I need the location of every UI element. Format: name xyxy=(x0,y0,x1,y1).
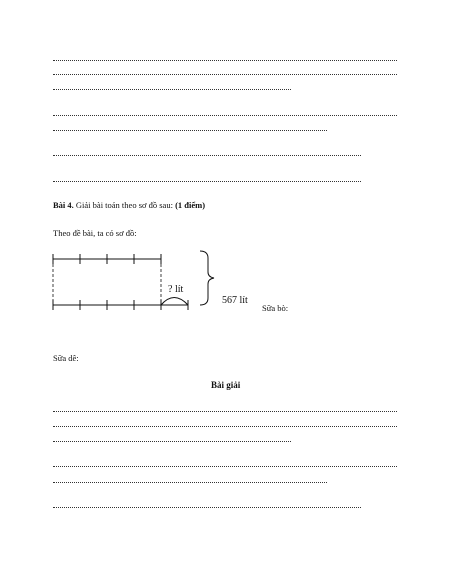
solution-title: Bài giải xyxy=(211,380,241,390)
answer-line xyxy=(53,466,397,468)
cow-milk-label: Sữa bò: xyxy=(262,303,289,313)
total-label: 567 lít xyxy=(222,295,248,306)
exercise-instruction: Giải bài toán theo sơ đồ sau: xyxy=(75,200,173,210)
difference-label: ? lít xyxy=(168,284,184,295)
answer-line xyxy=(53,426,397,428)
cow-milk-segment xyxy=(53,300,188,310)
exercise-points: (1 điểm) xyxy=(175,200,206,210)
answer-line xyxy=(53,441,291,443)
answer-line xyxy=(53,507,361,509)
exercise-number: Bài 4. xyxy=(53,200,74,210)
total-brace xyxy=(200,251,214,305)
answer-line xyxy=(53,482,327,484)
difference-arc xyxy=(161,298,188,306)
intro-text: Theo đề bài, ta có sơ đồ: xyxy=(53,228,137,238)
answer-line xyxy=(53,411,397,413)
goat-milk-segment xyxy=(53,254,161,264)
goat-milk-label: Sữa dê: xyxy=(53,353,79,363)
dashed-guides xyxy=(53,264,161,300)
